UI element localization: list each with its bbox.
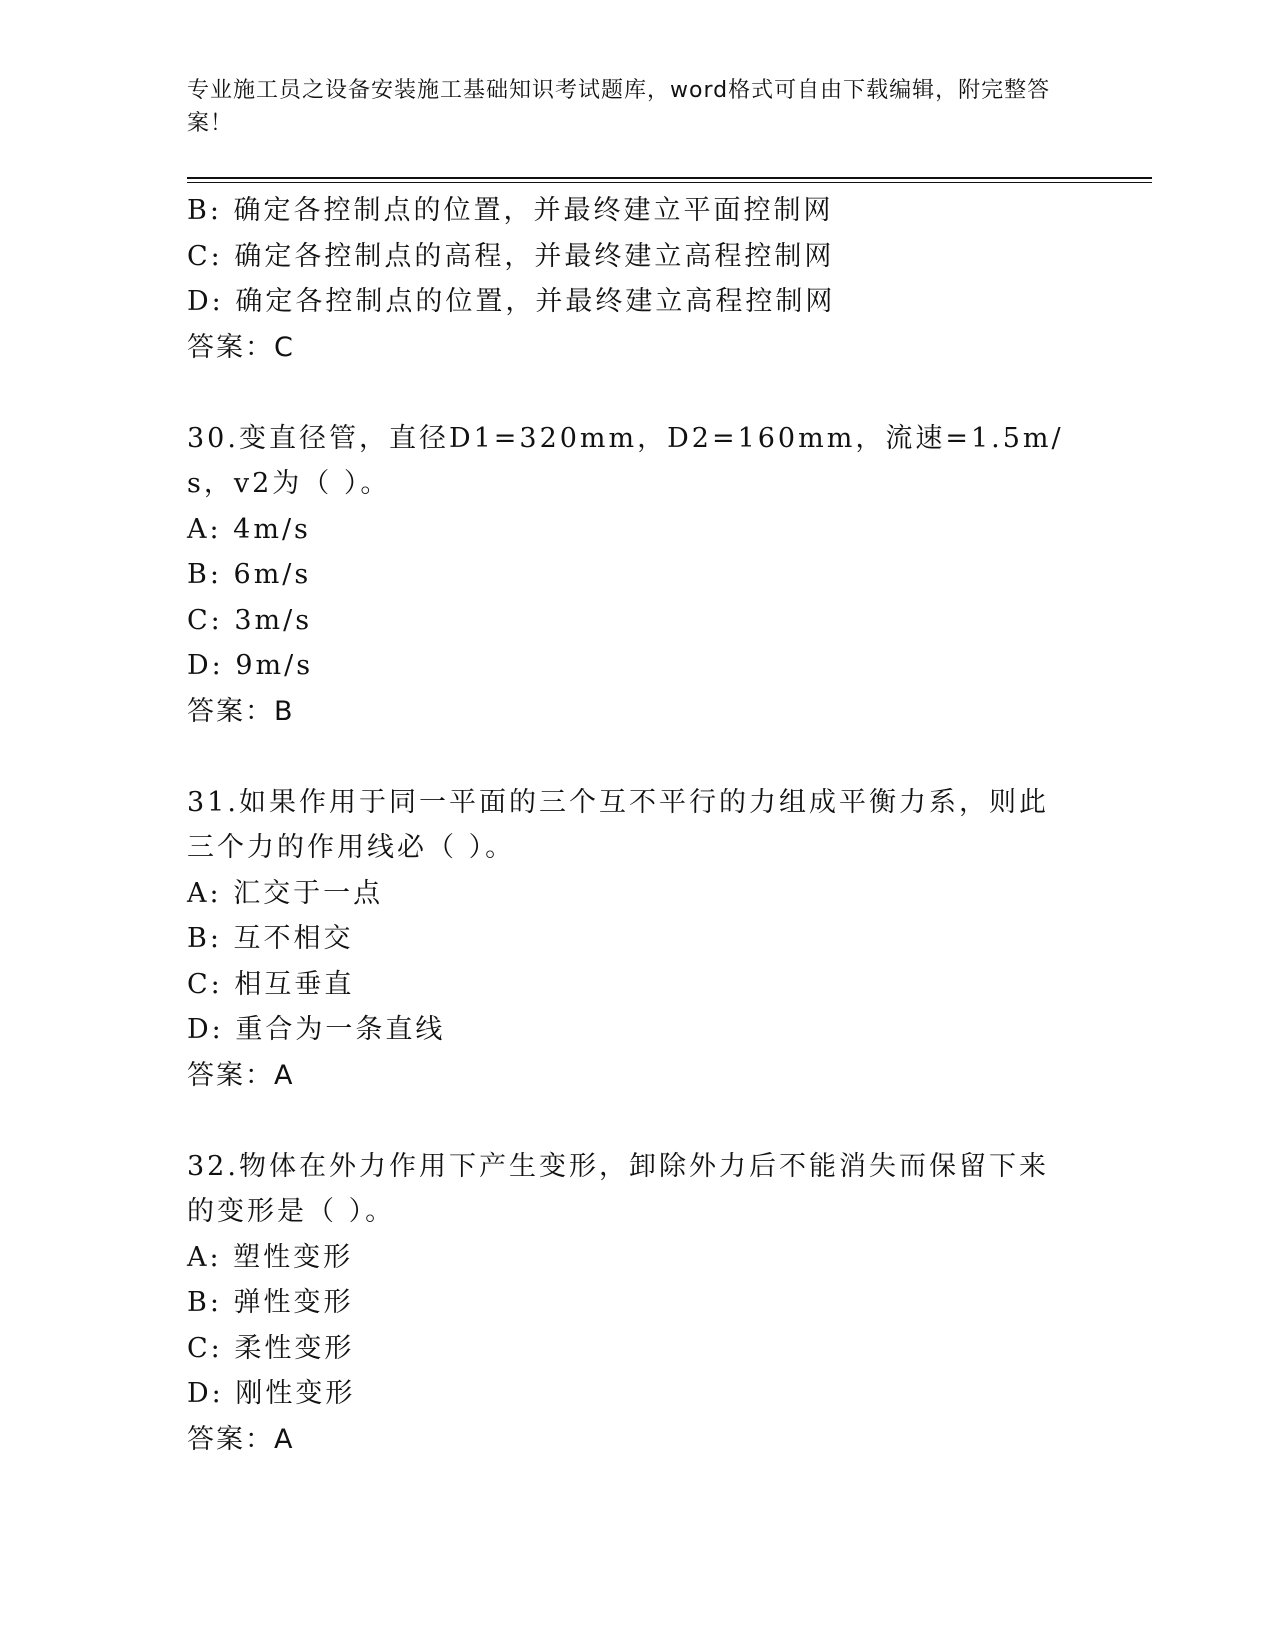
option-a: A: 塑性变形 (187, 1241, 354, 1273)
question-stem: 30.变直径管，直径D1=320mm，D2=160mm，流速=1.5m/s，v2为（ ）。 (187, 422, 1064, 499)
document-header: 专业施工员之设备安装施工基础知识考试题库，word格式可自由下载编辑，附完整答案！ (187, 78, 1051, 136)
option-c: C: 3m/s (187, 604, 313, 636)
answer-line: 答案：B (187, 695, 295, 727)
answer-line: 答案：C (187, 331, 295, 363)
option-b: B: 6m/s (187, 559, 312, 590)
option-a: A: 汇交于一点 (187, 877, 384, 909)
spacer (187, 734, 1087, 780)
option-d: D: 刚性变形 (187, 1378, 356, 1409)
question-list (187, 188, 1087, 1462)
spacer (187, 370, 1087, 416)
question-block (187, 416, 1087, 735)
option-b: B: 弹性变形 (187, 1287, 354, 1318)
question-stem: 32.物体在外力作用下产生变形，卸除外力后不能消失而保留下来的变形是（ ）。 (187, 1150, 1049, 1227)
header-rule-thick (187, 177, 1152, 179)
question-block-partial (187, 188, 1087, 370)
option-d: D: 重合为一条直线 (187, 1014, 446, 1045)
question-stem: 31.如果作用于同一平面的三个互不平行的力组成平衡力系，则此三个力的作用线必（ ）。 (187, 786, 1049, 863)
option-c: C: 相互垂直 (187, 968, 355, 1000)
answer-line: 答案：A (187, 1423, 295, 1455)
option-b: B: 互不相交 (187, 923, 354, 954)
option-d: D: 确定各控制点的位置，并最终建立高程控制网 (187, 286, 836, 317)
header-rule-thin (187, 182, 1152, 183)
answer-line: 答案：A (187, 1059, 295, 1091)
spacer (187, 1098, 1087, 1144)
option-c: C: 确定各控制点的高程，并最终建立高程控制网 (187, 240, 835, 272)
option-c: C: 柔性变形 (187, 1332, 355, 1364)
option-a: A: 4m/s (187, 513, 311, 545)
question-block (187, 780, 1087, 1099)
option-d: D: 9m/s (187, 650, 314, 681)
option-b: B: 确定各控制点的位置，并最终建立平面控制网 (187, 195, 834, 226)
question-block (187, 1144, 1087, 1463)
